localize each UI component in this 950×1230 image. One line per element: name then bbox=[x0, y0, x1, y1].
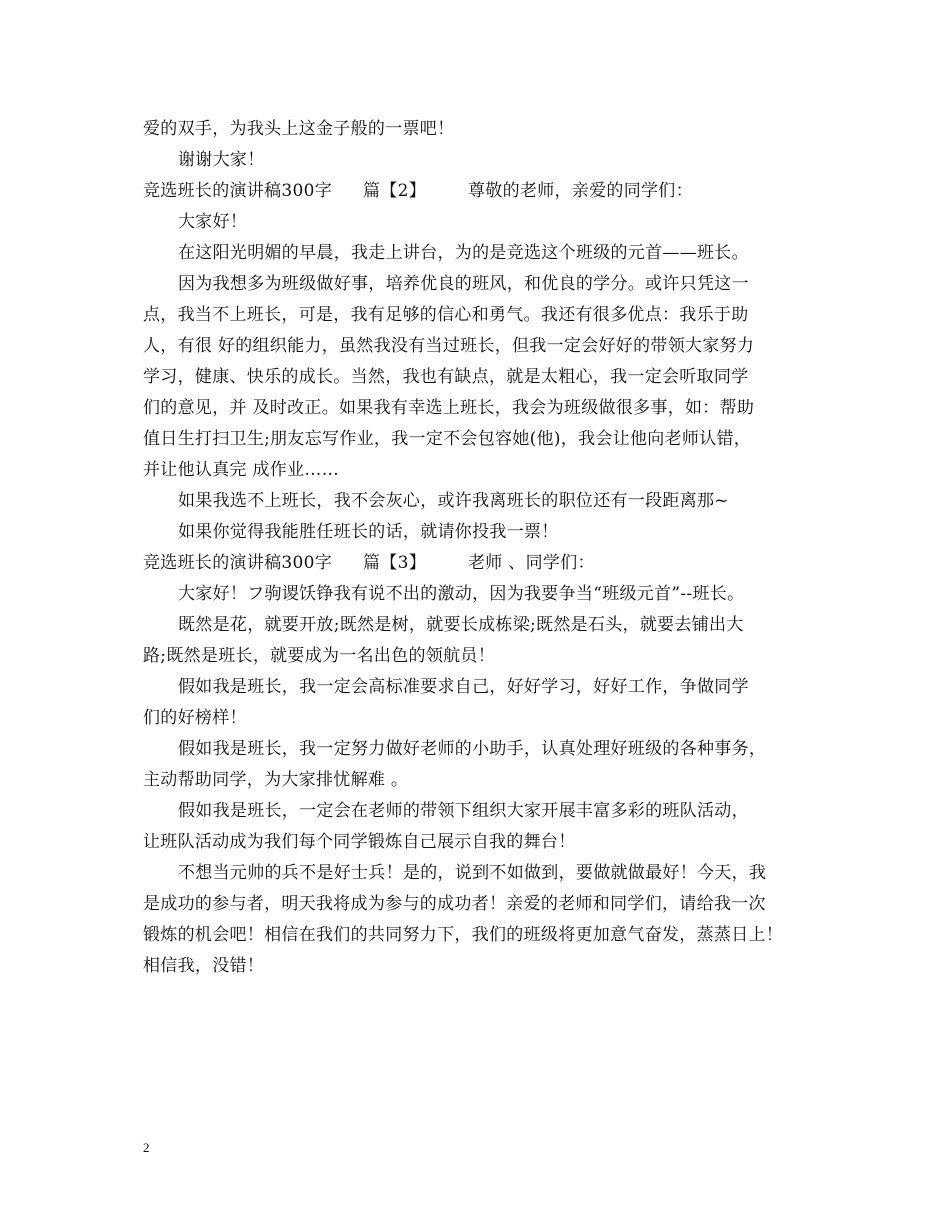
text-line: 相信我，没错！ bbox=[143, 956, 265, 976]
text-line: 既然是花，就要开放;既然是树，就要长成栋梁;既然是石头，就要去铺出大 bbox=[178, 615, 744, 635]
text-line: 点，我当不上班长，可是，我有足够的信心和勇气。我还有很多优点：我乐于助 bbox=[143, 305, 749, 325]
text-line: 让班队活动成为我们每个同学锻炼自己展示自我的舞台！ bbox=[143, 832, 576, 852]
text-line: 锻炼的机会吧！相信在我们的共同努力下，我们的班级将更加意气奋发，蒸蒸日上！ bbox=[143, 925, 784, 945]
text-line: 大家好！フ驹谡饫铮我有说不出的激动，因为我要争当“班级元首”--班长。 bbox=[178, 584, 745, 604]
section-title: 竞选班长的演讲稿300字 bbox=[143, 553, 333, 573]
text-line: 们的好榜样！ bbox=[143, 708, 247, 728]
text-line: 不想当元帅的兵不是好士兵！是的，说到不如做到，要做就做最好！今天，我 bbox=[178, 863, 767, 883]
section-title: 竞选班长的演讲稿300字 bbox=[143, 181, 333, 201]
section-greeting: 尊敬的老师，亲爱的同学们： bbox=[468, 181, 693, 201]
text-line: 路;既然是班长，就要成为一名出色的领航员！ bbox=[143, 646, 496, 666]
text-line: 因为我想多为班级做好事，培养优良的班风，和优良的学分。或许只凭这一 bbox=[178, 274, 749, 294]
section-number: 篇【3】 bbox=[363, 553, 427, 573]
section-heading bbox=[143, 548, 828, 579]
text-line: 如果我选不上班长，我不会灰心，或许我离班长的职位还有一段距离那~ bbox=[178, 491, 729, 511]
text-line: 大家好！ bbox=[178, 212, 248, 232]
text-line: 在这阳光明媚的早晨，我走上讲台，为的是竞选这个班级的元首——班长。 bbox=[178, 243, 749, 263]
text-line: 学习，健康、快乐的成长。当然，我也有缺点，就是太粗心，我一定会听取同学 bbox=[143, 367, 749, 387]
text-line: 假如我是班长，我一定努力做好老师的小助手，认真处理好班级的各种事务， bbox=[178, 739, 767, 759]
text-line: 是成功的参与者，明天我将成为参与的成功者！亲爱的老师和同学们，请给我一次 bbox=[143, 894, 766, 914]
text-line: 并让他认真完 成作业…… bbox=[143, 460, 340, 480]
text-line: 谢谢大家！ bbox=[178, 150, 265, 170]
text-line: 们的意见，并 及时改正。如果我有幸选上班长，我会为班级做很多事，如：帮助 bbox=[143, 398, 755, 418]
text-line: 爱的双手，为我头上这金子般的一票吧！ bbox=[143, 119, 455, 139]
text-line: 主动帮助同学，为大家排忧解难 。 bbox=[143, 770, 409, 790]
text-line: 人，有很 好的组织能力，虽然我没有当过班长，但我一定会好好的带领大家努力 bbox=[143, 336, 755, 356]
document-body bbox=[143, 114, 828, 982]
text-line: 如果你觉得我能胜任班长的话，就请你投我一票！ bbox=[178, 522, 559, 542]
section-greeting: 老师 、同学们： bbox=[468, 553, 595, 573]
text-line: 假如我是班长，我一定会高标准要求自己，好好学习，好好工作，争做同学 bbox=[178, 677, 749, 697]
text-line: 值日生打扫卫生;朋友忘写作业，我一定不会包容她(他)，我会让他向老师认错， bbox=[143, 429, 752, 449]
text-line: 假如我是班长，一定会在老师的带领下组织大家开展丰富多彩的班队活动， bbox=[178, 801, 749, 821]
page-number: 2 bbox=[143, 1140, 150, 1155]
section-number: 篇【2】 bbox=[363, 181, 427, 201]
section-heading bbox=[143, 176, 828, 207]
